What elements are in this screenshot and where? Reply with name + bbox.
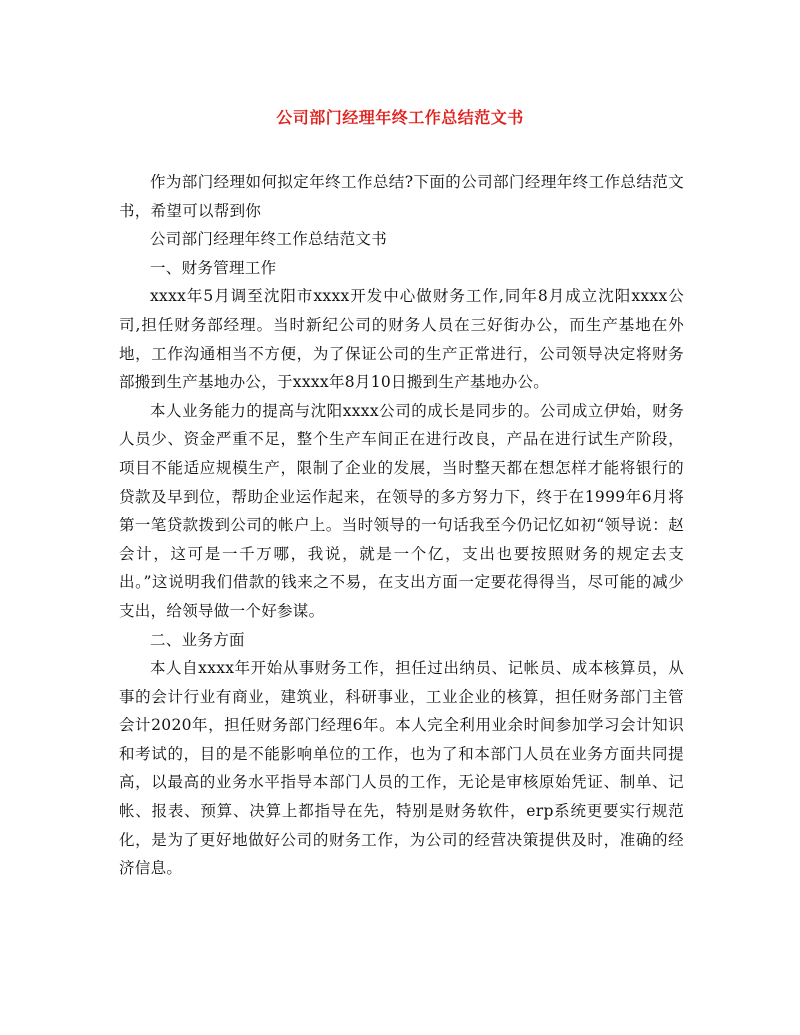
business-paragraph: 本人自xxxx年开始从事财务工作，担任过出纳员、记帐员、成本核算员，从事的会计行业有商业，建筑业，科研事业，工业企业的核算，担任财务部门主管会计2020年，担任财务部门经理6年。本人完全利用业余时间参加学习会计知识和考试的，目的是不能影响单位的工作，也为了和本部门人员在业务方面共同提高，以最高的业务水平指导本部门人员的工作，无论是审核原始凭证、制单、记帐、报表、预算、决算上都指导在先，特别是财务软件，erp系统更要实行规范化，是为了更好地做好公司的财务工作，为公司的经营决策提供及时，准确的经济信息。 xyxy=(119,659,684,878)
finance-paragraph-1: xxxx年5月调至沈阳市xxxx开发中心做财务工作,同年8月成立沈阳xxxx公司,担任财务部经理。当时新纪公司的财务人员在三好街办公，而生产基地在外地，工作沟通相当不方便，为了保证公司的生产正常进行，公司领导决定将财务部搬到生产基地办公，于xxxx年8月10日搬到生产基地办公。 xyxy=(119,287,684,392)
intro-paragraph: 作为部门经理如何拟定年终工作总结?下面的公司部门经理年终工作总结范文书，希望可以帮到你 xyxy=(119,173,684,220)
document-title: 公司部门经理年终工作总结范文书 xyxy=(276,108,524,127)
section-heading-finance: 一、财务管理工作 xyxy=(150,258,277,277)
subtitle-paragraph: 公司部门经理年终工作总结范文书 xyxy=(150,230,388,249)
finance-paragraph-2: 本人业务能力的提高与沈阳xxxx公司的成长是同步的。公司成立伊始，财务人员少、资金严重不足，整个生产车间正在进行改良，产品在进行试生产阶段，项目不能适应规模生产，限制了企业的发展，当时整天都在想怎样才能将银行的贷款及早到位，帮助企业运作起来，在领导的多方努力下，终于在1999年6月将第一笔贷款拨到公司的帐户上。当时领导的一句话我至今仍记忆如初“领导说：赵会计，这可是一千万哪，我说，就是一个亿，支出也要按照财务的规定去支出。”这说明我们借款的钱来之不易，在支出方面一定要花得得当，尽可能的减少支出，给领导做一个好参谋。 xyxy=(119,401,684,620)
section-heading-business: 二、业务方面 xyxy=(150,630,245,649)
document-body xyxy=(119,168,684,883)
